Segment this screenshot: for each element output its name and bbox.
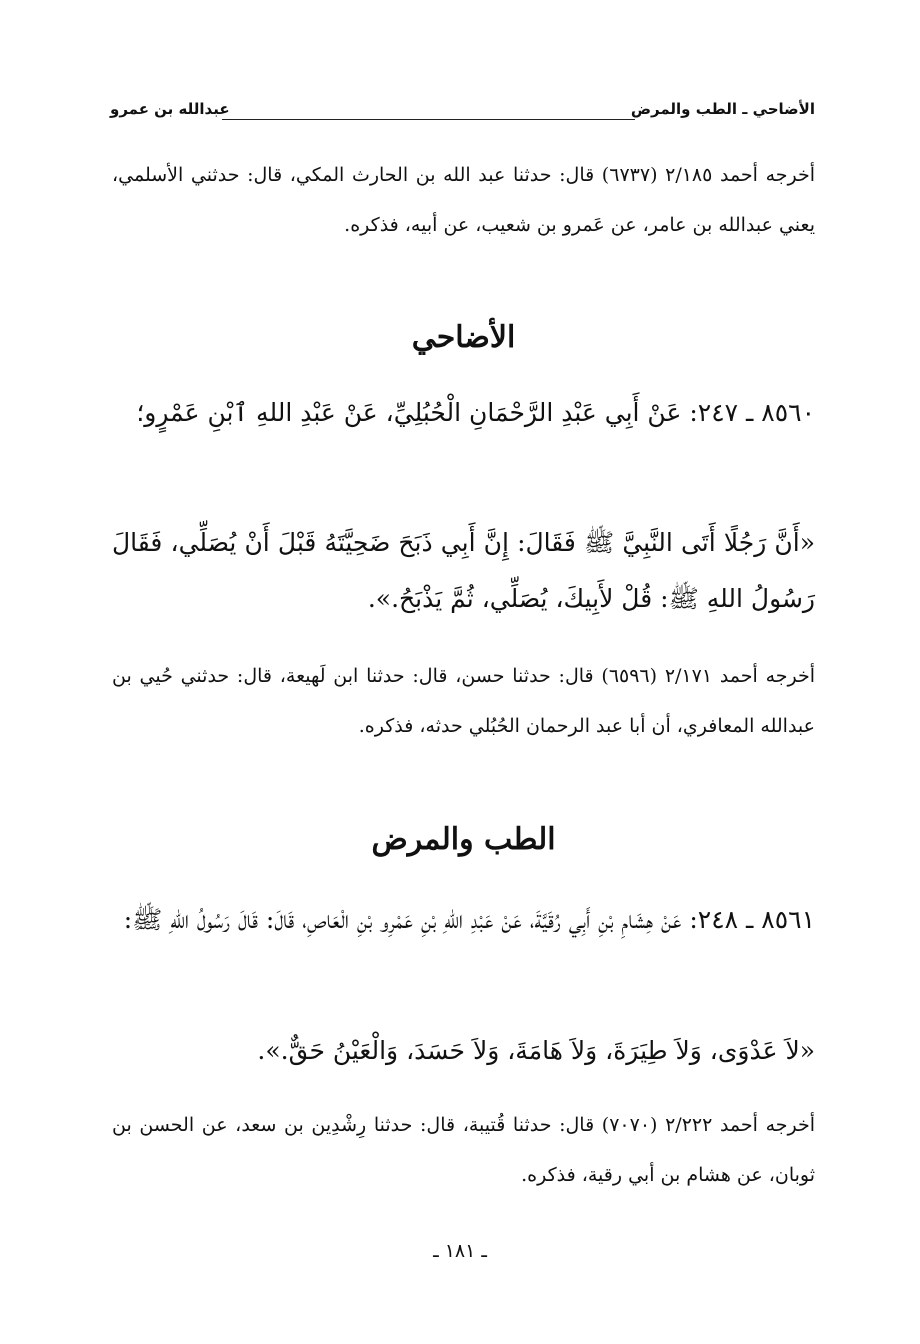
page-number: ـ ١٨١ ـ	[433, 1240, 487, 1262]
source-note-3: أخرجه أحمد ٢/٢٢٢ (٧٠٧٠) قال: حدثنا قُتيبة، قال: حدثنا رِشْدِين بن سعد، عن الحسن بن ثوبان، عن هشام بن أبي رقية، فذكره.	[112, 1114, 816, 1186]
header-rule	[222, 119, 635, 120]
section-heading-tibb: الطب والمرض	[371, 822, 556, 857]
running-header	[110, 100, 815, 126]
hadith-8561-intro: ٨٥٦١ ـ ٢٤٨: عَنْ هِشَامِ بْنِ أَبِي رُقَيَّةَ، عَنْ عَبْدِ اللهِ بْنِ عَمْرِو بْنِ الْعَاصِ، قَالَ: قَالَ رَسُولُ اللهِ ﷺ:	[123, 905, 815, 934]
hadith-8560-intro: ٨٥٦٠ ـ ٢٤٧: عَنْ أَبِي عَبْدِ الرَّحْمَانِ الْحُبُلِيِّ، عَنْ عَبْدِ اللهِ ٱبْنِ عَمْرٍو؛	[136, 398, 815, 427]
running-header-title: الأضاحي ـ الطب والمرض	[630, 100, 815, 118]
section-heading-adahi: الأضاحي	[411, 320, 516, 355]
running-header-author: عبدالله بن عمرو	[110, 100, 230, 118]
hadith-8561-text: «لاَ عَدْوَى، وَلاَ طِيَرَةَ، وَلاَ هَامَةَ، وَلاَ حَسَدَ، وَالْعَيْنُ حَقٌّ.».	[257, 1036, 815, 1065]
source-note-1: أخرجه أحمد ٢/١٨٥ (٦٧٣٧) قال: حدثنا عبد الله بن الحارث المكي، قال: حدثني الأسلمي، يعني عبدالله بن عامر، عن عَمرو بن شعيب، عن أبيه، فذكره.	[112, 164, 816, 236]
source-note-2: أخرجه أحمد ٢/١٧١ (٦٥٩٦) قال: حدثنا حسن، قال: حدثنا ابن لَهيعة، قال: حدثني حُيي بن عبدالله المعافري، أن أبا عبد الرحمان الحُبُلي حدثه، فذكره.	[112, 665, 816, 737]
hadith-8560-text: «أَنَّ رَجُلًا أَتَى النَّبِيَّ ﷺ فَقَالَ: إِنَّ أَبِي ذَبَحَ ضَحِيَّتَهُ قَبْلَ أَنْ يُصَلِّي، فَقَالَ رَسُولُ اللهِ ﷺ: قُلْ لأَبِيكَ، يُصَلِّي، ثُمَّ يَذْبَحُ.».	[112, 528, 815, 613]
